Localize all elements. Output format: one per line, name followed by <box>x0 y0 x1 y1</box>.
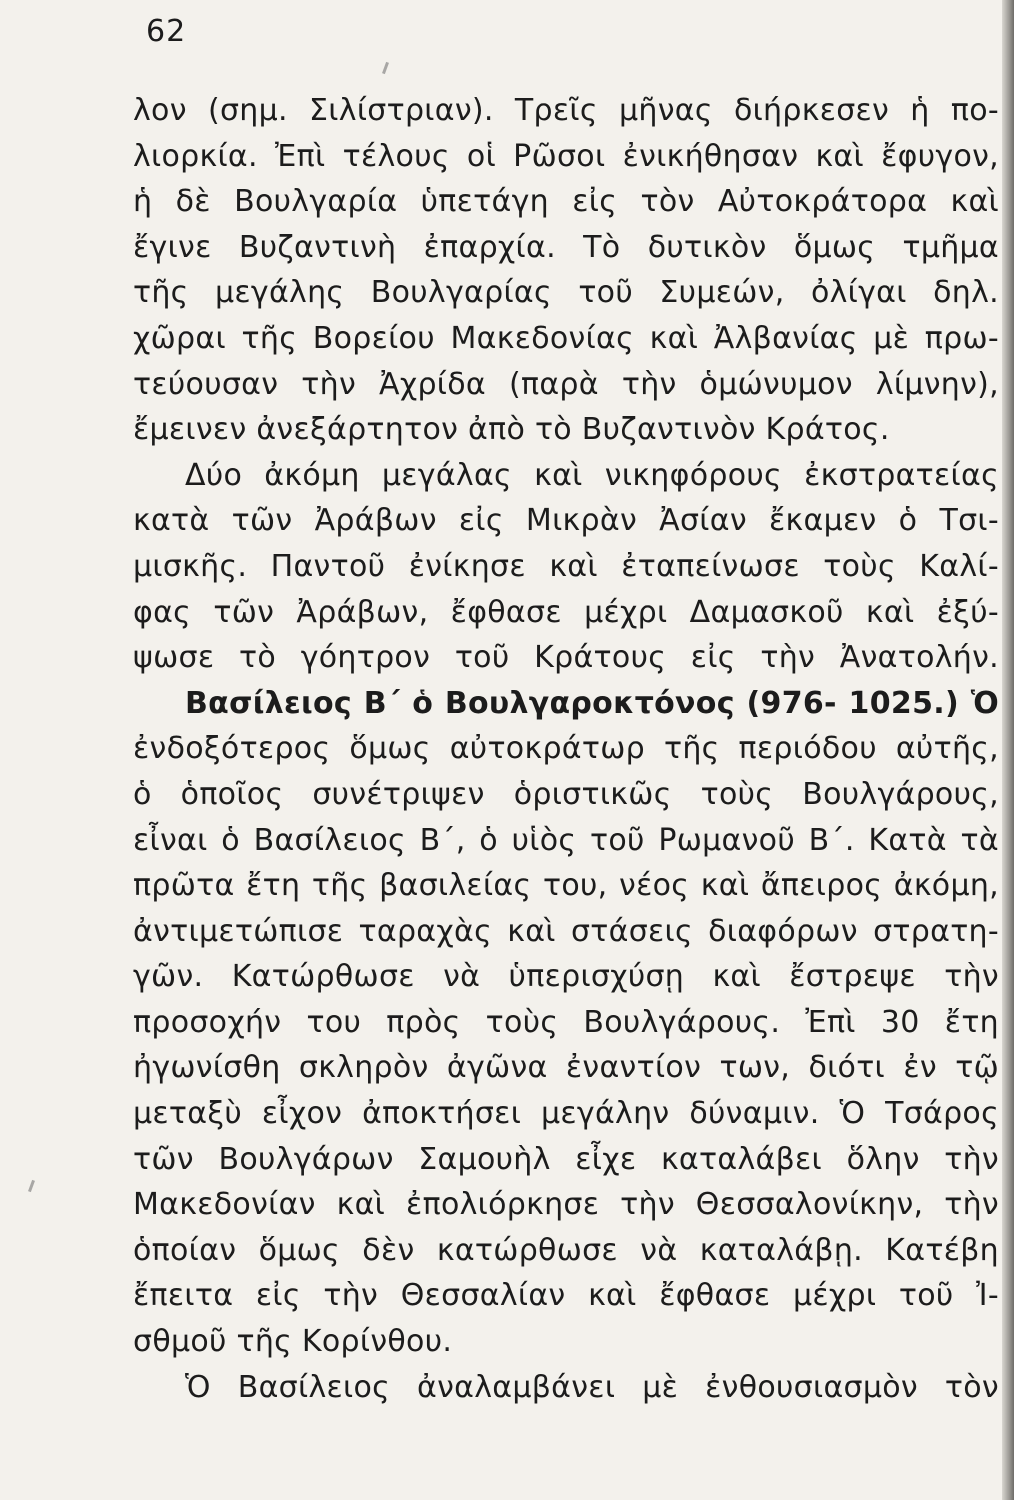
text-line: ἐνδοξότερος ὅμως αὐτοκράτωρ τῆς περιόδου αὐτῆς, <box>133 731 999 767</box>
text-line: ἠγωνίσθη σκληρὸν ἀγῶνα ἐναντίον των, διότι ἐν τῷ <box>133 1050 999 1086</box>
text-line: λον (σημ. Σιλίστριαν). Τρεῖς μῆνας διήρκεσεν ἡ πο- <box>133 93 999 128</box>
text-line: μισκῆς. Παντοῦ ἐνίκησε καὶ ἐταπείνωσε τοὺς Καλί- <box>133 548 999 584</box>
text-line: ἔγινε Βυζαντινὴ ἐπαρχία. Τὸ δυτικὸν ὅμως τμῆμα <box>133 229 999 265</box>
text-line: χῶραι τῆς Βορείου Μακεδονίας καὶ Ἀλβανίας μὲ πρω- <box>133 320 999 356</box>
page-number: 62 <box>146 14 187 49</box>
paper-mark <box>382 62 389 74</box>
text-line: πρῶτα ἔτη τῆς βασιλείας του, νέος καὶ ἄπειρος ἀκόμη, <box>133 868 999 904</box>
text-line: γῶν. Κατώρθωσε νὰ ὑπερισχύσῃ καὶ ἔστρεψε τὴν <box>133 959 999 995</box>
text-line: προσοχήν του πρὸς τοὺς Βουλγάρους. Ἐπὶ 30 ἔτη <box>133 1004 999 1040</box>
text-line: μεταξὺ εἶχον ἀποκτήσει μεγάλην δύναμιν. Ὁ Τσάρος <box>133 1096 999 1132</box>
text-line: εἶναι ὁ Βασίλειος Β΄, ὁ υἱὸς τοῦ Ρωμανοῦ Β΄. Κατὰ τὰ <box>133 822 999 858</box>
text-line: ἀντιμετώπισε ταραχὰς καὶ στάσεις διαφόρων στρατη- <box>133 913 999 949</box>
text-line: τεύουσαν τὴν Ἀχρίδα (παρὰ τὴν ὁμώνυμον λίμνην), <box>133 366 999 402</box>
text-line: κατὰ τῶν Ἀράβων εἰς Μικρὰν Ἀσίαν ἔκαμεν ὁ Τσι- <box>133 503 999 539</box>
text-line: τῆς μεγάλης Βουλγαρίας τοῦ Συμεών, ὀλίγαι δηλ. <box>133 275 999 311</box>
text-line: φας τῶν Ἀράβων, ἔφθασε μέχρι Δαμασκοῦ καὶ ἐξύ- <box>133 594 999 630</box>
text-line: ἡ δὲ Βουλγαρία ὑπετάγη εἰς τὸν Αὐτοκράτορα καὶ <box>133 184 999 220</box>
text-line: ἔπειτα εἰς τὴν Θεσσαλίαν καὶ ἔφθασε μέχρι τοῦ Ἰ- <box>133 1278 999 1314</box>
body-text <box>133 88 999 1410</box>
text-line: τῶν Βουλγάρων Σαμουὴλ εἶχε καταλάβει ὅλην τὴν <box>133 1141 999 1177</box>
text-line: Ὁ Βασίλειος ἀναλαμβάνει μὲ ἐνθουσιασμὸν τὸν <box>185 1369 999 1405</box>
text-line: Δύο ἀκόμη μεγάλας καὶ νικηφόρους ἐκστρατείας <box>185 457 999 493</box>
text-line: Μακεδονίαν καὶ ἐπολιόρκησε τὴν Θεσσαλονίκην, τὴν <box>133 1187 999 1223</box>
text-line: ἔμεινεν ἀνεξάρτητον ἀπὸ τὸ Βυζαντινὸν Κράτος. <box>133 412 890 448</box>
text-line: σθμοῦ τῆς Κορίνθου. <box>133 1324 453 1360</box>
paper-mark <box>28 1180 35 1192</box>
text-line: ὁ ὁποῖος συνέτριψεν ὁριστικῶς τοὺς Βουλγάρους, <box>133 776 999 812</box>
section-heading: Βασίλειος Β΄ ὁ Βουλγαροκτόνος (976- 1025.) Ὁ <box>185 685 999 721</box>
page-edge <box>1002 0 1014 1500</box>
text-line: ὁποίαν ὅμως δὲν κατώρθωσε νὰ καταλάβῃ. Κατέβη <box>133 1232 999 1268</box>
text-line: ψωσε τὸ γόητρον τοῦ Κράτους εἰς τὴν Ἀνατολήν. <box>133 640 999 676</box>
text-line: λιορκία. Ἐπὶ τέλους οἱ Ρῶσοι ἐνικήθησαν καὶ ἔφυγον, <box>133 138 999 174</box>
